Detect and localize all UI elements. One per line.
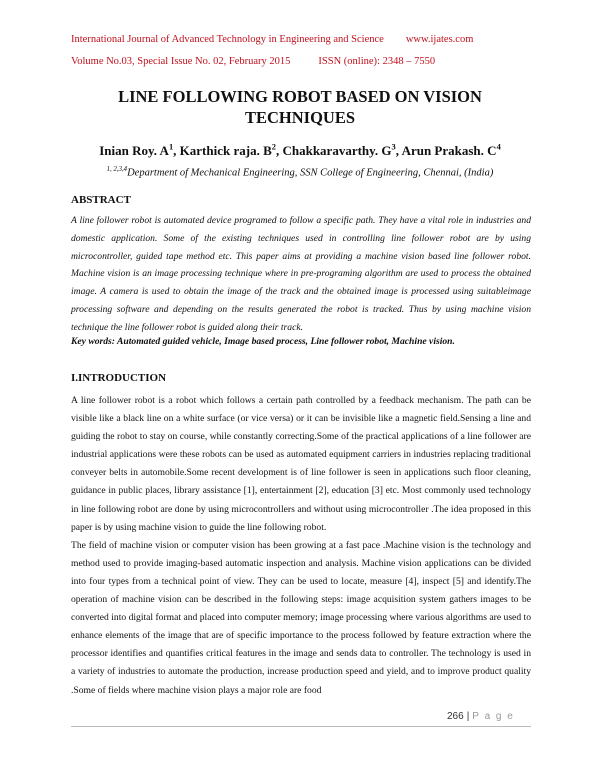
paragraph: A line follower robot is a robot which follows a certain path controlled by a feedback mechanism. The path can be visible like a black line on a white surface (or vice versa) or it can be invisible like a magnetic field.Sensing a line and guiding the robot to stay on course, while constantly correcting.Some of the practical applications of a line follower are industrial applications were these robots can be used as automated equipment carriers in industries replacing traditional conveyer belts in automobile.Some recent development is of line follower is seen in applications such floor cleaning, guidance in public places, library assistance [1], entertainment [2], education [3] etc. Most commonly used technology in line following robot are done by using microcontrollers and without using microcontroller .The idea proposed in this paper is by using machine vision to guide the line following robot. [71, 395, 531, 533]
footer-separator: | [466, 711, 470, 722]
page-label: P a g e [472, 711, 515, 722]
page-number: 266 [447, 711, 464, 722]
issn-info: ISSN (online): 2348 – 7550 [318, 56, 436, 67]
affiliation-markers: 1, 2,3,4 [106, 166, 128, 173]
paper-title [60, 86, 540, 128]
issue-header [71, 56, 435, 67]
paragraph: The field of machine vision or computer vision has been growing at a fast pace .Machine vision is the technology and method used to provide imaging-based automatic inspection and analysis. Machine vision applications can be divided into four types from a technical point of view. They can be used to locate, measure [4], inspect [5] and identify.The operation of machine vision can be described in the following steps: image acquisition system gathers images to be converted into digital format and placed into computer memory; image processing where various algorithms are used to enhance elements of the image that are of specific importance to the process followed by feature extraction where the processor identifies and quantifies critical features in the image and sends data to controller. The technology is used in a variety of industries to automate the production, increase production speed and yield, and to improve product quality .Some of fields where machine vision plays a major role are food [71, 539, 531, 696]
affiliation-text: Department of Mechanical Engineering, SSN College of Engineering, Chennai, (India) [127, 167, 494, 179]
author: Inian Roy. $A^1$, [99, 142, 180, 159]
abstract-heading: ABSTRACT [71, 194, 131, 206]
volume-info: Volume No.03, Special Issue No. 02, February 2015 [71, 56, 291, 67]
journal-name: International Journal of Advanced Technology in Engineering and Science [71, 34, 384, 45]
keywords: Key words: Automated guided vehicle, Image based process, Line follower robot, Machine vision. [71, 336, 455, 347]
introduction-heading: I.INTRODUCTION [71, 372, 167, 384]
author-list [40, 142, 560, 159]
journal-url[interactable]: www.ijates.com [405, 34, 474, 45]
introduction-body [71, 392, 531, 700]
affiliation [40, 166, 560, 179]
page-footer [447, 711, 514, 722]
journal-header [71, 34, 473, 45]
footer-divider [71, 726, 531, 727]
author: Karthick raja. $B^2$, [179, 142, 283, 159]
author: Arun Prakash. $C^4$ [401, 142, 501, 159]
title-line-2: TECHNIQUES [244, 108, 356, 127]
author: Chakkaravarthy. $G^3$, [282, 142, 402, 159]
title-line-1: LINE FOLLOWING ROBOT BASED ON VISION [118, 87, 482, 106]
abstract-text: A line follower robot is automated device programed to follow a specific path. They have a vital role in industries and domestic application. Some of the existing techniques used in controlling line follower robot are by using microcontroller, guided tape method etc. This paper aims at providing a machine vision based line follower robot. Machine vision is an image processing technique where in pre-programing algorithm are used to process the obtained image. A camera is used to obtain the image of the track and the obtained image is processed using suitableimage processing software and depending on the results generated the robot is tracked. Thus by using machine vision technique the line follower robot is guided along their track. [71, 215, 531, 333]
